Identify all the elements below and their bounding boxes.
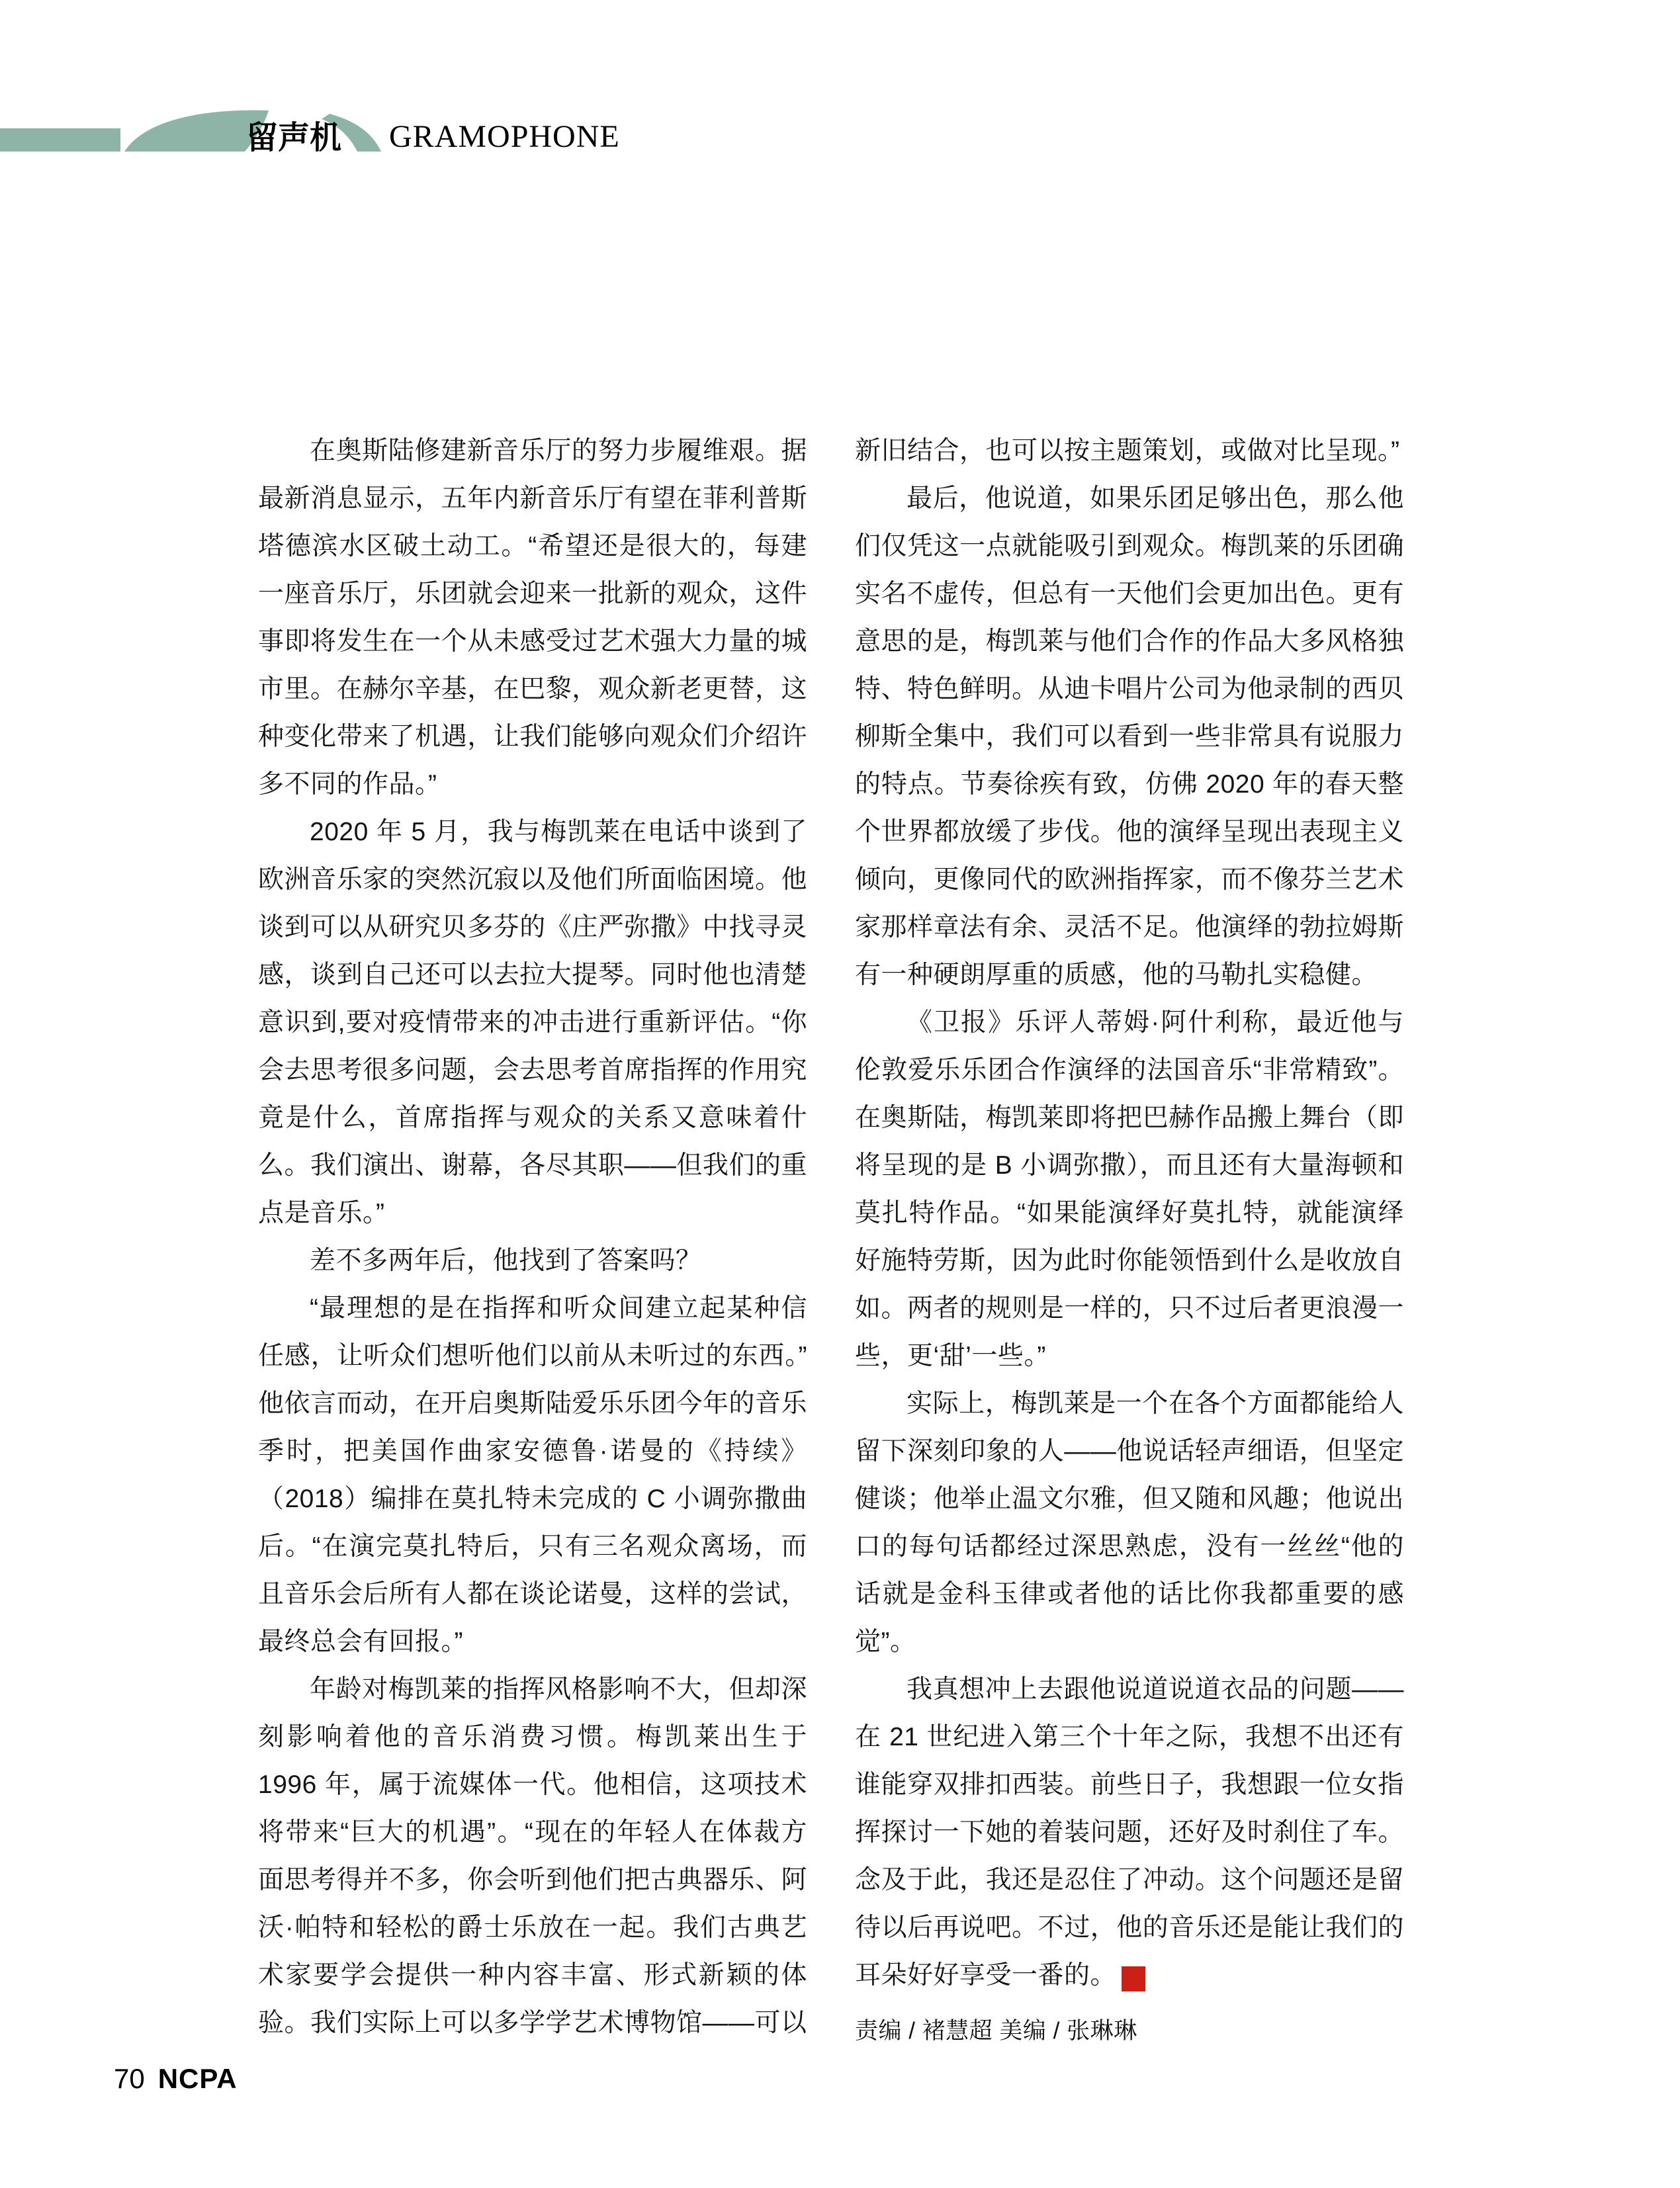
article-column-right [855, 427, 1404, 2046]
editor-credits: 责编 / 褚慧超 美编 / 张琳琳 [855, 2018, 1137, 2044]
logo-bar-shape [0, 128, 120, 152]
ncpa-seal-icon: NC PA [1122, 1966, 1145, 1991]
footer-brand: NCPA [157, 2063, 238, 2094]
paragraph: “最理想的是在指挥和听众间建立起某种信任感，让听众们想听他们以前从未听过的东西。”他依言而动，在开启奥斯陆爱乐乐团今年的音乐季时，把美国作曲家安德鲁·诺曼的《持续》（2018）编排在莫扎特未完成的 C 小调弥撒曲后。“在演完莫扎特后，只有三名观众离场，而且音乐会后所有人都在谈论诺曼，这样的尝试，最终总会有回报。” [258, 1294, 807, 1656]
gramophone-logo [0, 106, 648, 157]
paragraph: 实际上，梅凯莱是一个在各个方面都能给人留下深刻印象的人——他说话轻声细语，但坚定健谈；他举止温文尔雅，但又随和风趣；他说出口的每句话都经过深思熟虑，没有一丝丝“他的话就是金科玉律或者他的话比你我都重要的感觉”。 [855, 1389, 1404, 1656]
paragraph: 在奥斯陆修建新音乐厅的努力步履维艰。据最新消息显示，五年内新音乐厅有望在菲利普斯塔德滨水区破土动工。“希望还是很大的，每建一座音乐厅，乐团就会迎来一批新的观众，这件事即将发生在一个从未感受过艺术强大力量的城市里。在赫尔辛基，在巴黎，观众新老更替，这种变化带来了机遇，让我们能够向观众们介绍许多不同的作品。” [258, 437, 807, 799]
page-number: 70 [114, 2063, 145, 2094]
article-column-left [258, 427, 807, 2047]
logo-text-cn: 留声机 [246, 120, 342, 155]
logo-text-en: GRAMOPHONE [389, 119, 620, 154]
page-footer [114, 2063, 238, 2095]
paragraph: 差不多两年后，他找到了答案吗？ [310, 1247, 702, 1275]
paragraph: 2020 年 5 月，我与梅凯莱在电话中谈到了欧洲音乐家的突然沉寂以及他们所面临困境。他谈到可以从研究贝多芬的《庄严弥撒》中找寻灵感，谈到自己还可以去拉大提琴。同时他也清楚意识到,要对疫情带来的冲击进行重新评估。“你会去思考很多问题，会去思考首席指挥的作用究竟是什么，首席指挥与观众的关系又意味着什么。我们演出、谢幕，各尽其职——但我们的重点是音乐。” [258, 818, 807, 1227]
paragraph: 新旧结合，也可以按主题策划，或做对比呈现。” [855, 437, 1400, 465]
paragraph: 最后，他说道，如果乐团足够出色，那么他们仅凭这一点就能吸引到观众。梅凯莱的乐团确实名不虚传，但总有一天他们会更加出色。更有意思的是，梅凯莱与他们合作的作品大多风格独特、特色鲜明。从迪卡唱片公司为他录制的西贝柳斯全集中，我们可以看到一些非常具有说服力的特点。节奏徐疾有致，仿佛 2020 年的春天整个世界都放缓了步伐。他的演绎呈现出表现主义倾向，更像同代的欧洲指挥家，而不像芬兰艺术家那样章法有余、灵活不足。他演绎的勃拉姆斯有一种硬朗厚重的质感，他的马勒扎实稳健。 [855, 484, 1404, 989]
logo-arch-icon [0, 106, 648, 157]
paragraph: 年龄对梅凯莱的指挥风格影响不大，但却深刻影响着他的音乐消费习惯。梅凯莱出生于 1996 年，属于流媒体一代。他相信，这项技术将带来“巨大的机遇”。“现在的年轻人在体裁方面思考得并不多，你会听到他们把古典器乐、阿沃·帕特和轻松的爵士乐放在一起。我们古典艺术家要学会提供一种内容丰富、形式新颖的体验。我们实际上可以多学学艺术博物馆——可以 [258, 1675, 807, 2037]
paragraph: 《卫报》乐评人蒂姆·阿什利称，最近他与伦敦爱乐乐团合作演绎的法国音乐“非常精致”。在奥斯陆，梅凯莱即将把巴赫作品搬上舞台（即将呈现的是 B 小调弥撒），而且还有大量海顿和莫扎特作品。“如果能演绎好莫扎特，就能演绎好施特劳斯，因为此时你能领悟到什么是收放自如。两者的规则是一样的，只不过后者更浪漫一些，更‘甜’一些。” [855, 1008, 1404, 1370]
paragraph: 我真想冲上去跟他说道说道衣品的问题——在 21 世纪进入第三个十年之际，我想不出还有谁能穿双排扣西装。前些日子，我想跟一位女指挥探讨一下她的着装问题，还好及时刹住了车。念及于此，我还是忍住了冲动。这个问题还是留待以后再说吧。不过，他的音乐还是能让我们的耳朵好好享受一番的。 NC PA [855, 1666, 1404, 1999]
